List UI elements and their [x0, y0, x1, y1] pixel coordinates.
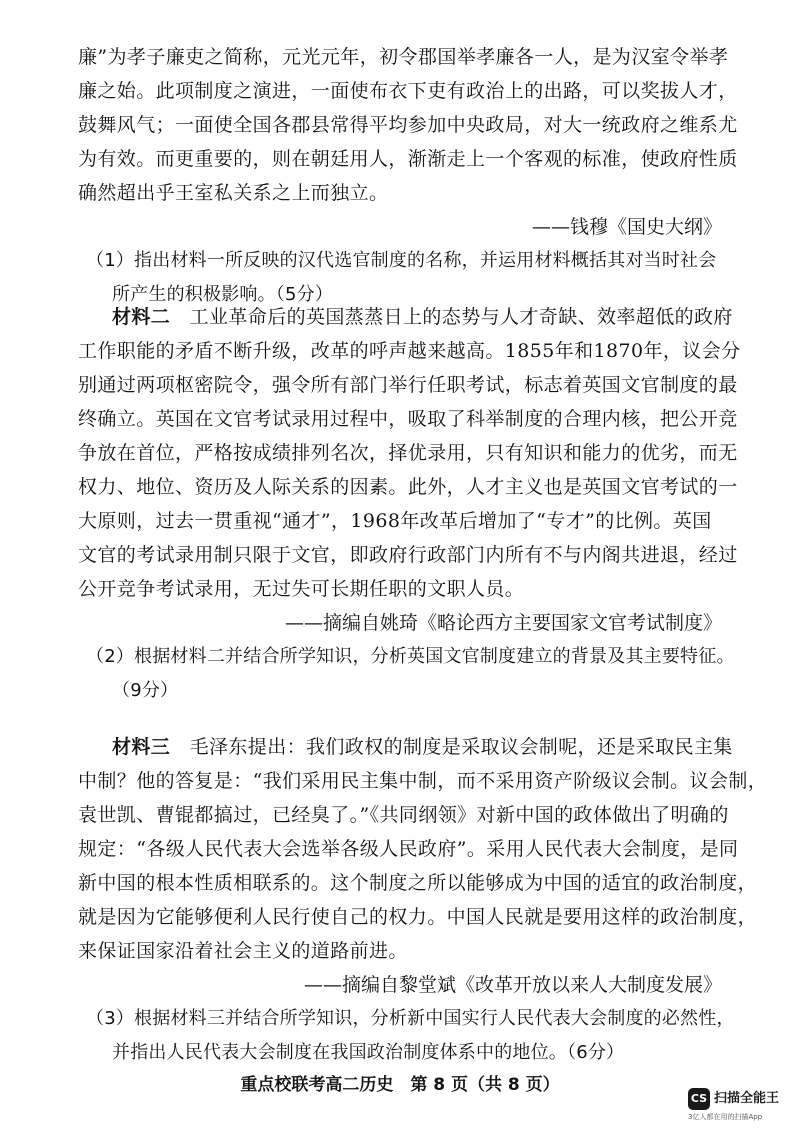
- material2-first-line: [112, 300, 733, 334]
- material3-heading: 材料三: [112, 736, 171, 758]
- material2-line-4: 终确立。英国在文官考试录用过程中，吸取了科举制度的合理内核，把公开竞: [78, 408, 738, 430]
- material2-line-1: 工业革命后的英国蒸蒸日上的态势与人才奇缺、效率超低的政府: [189, 306, 733, 328]
- material2-line-6: 权力、地位、资历及人际关系的因素。此外，人才主义也是英国文官考试的一: [78, 476, 738, 498]
- question1-line-1: （1）指出材料一所反映的汉代选官制度的名称，并运用材料概括其对当时社会: [86, 250, 717, 271]
- material2-line-5: 争放在首位，严格按成绩排列名次，择优录用，只有知识和能力的优劣，而无: [78, 442, 738, 464]
- material2-line-8: 文官的考试录用制只限于文官，即政府行政部门内所有不与内阁共进退，经过: [78, 544, 738, 566]
- question2-line-1: （2）根据材料二并结合所学知识，分析英国文官制度建立的背景及其主要特征。: [86, 646, 735, 667]
- material1-line-5: 确然超出乎王室私关系之上而独立。: [78, 182, 389, 204]
- material1-line-2: 廉之始。此项制度之演进，一面使布衣下吏有政治上的出路，可以奖拔人才，: [78, 80, 738, 102]
- material1-source: ——钱穆《国史大纲》: [531, 216, 722, 238]
- question3-line-2: 并指出人民代表大会制度在我国政治制度体系中的地位。（6分）: [112, 1042, 625, 1063]
- material1-line-3: 鼓舞风气；一面使全国各郡县常得平均参加中央政局，对大一统政府之维系尤: [78, 114, 738, 136]
- question2-line-2: （9分）: [112, 680, 179, 701]
- material3-first-line: [112, 730, 733, 764]
- material3-line-4: 规定：“各级人民代表大会选举各级人民政府”。采用人民代表大会制度，是同: [78, 838, 739, 860]
- watermark-app-name: 扫描全能王: [714, 1091, 780, 1106]
- scanner-watermark: [688, 1086, 796, 1126]
- question1-line-2: 所产生的积极影响。（5分）: [112, 284, 334, 305]
- material2-heading: 材料二: [112, 306, 171, 328]
- material3-line-6: 就是因为它能够便利人民行使自己的权力。中国人民就是要用这样的政治制度，: [78, 906, 758, 928]
- material2-line-9: 公开竞争考试录用，无过失可长期任职的文职人员。: [78, 578, 525, 600]
- material1-line-4: 为有效。而更重要的，则在朝廷用人，渐渐走上一个客观的标准，使政府性质: [78, 148, 738, 170]
- question3-line-1: （3）根据材料三并结合所学知识，分析新中国实行人民代表大会制度的必然性，: [86, 1008, 735, 1029]
- material3-line-1: 毛泽东提出：我们政权的制度是采取议会制呢，还是采取民主集: [189, 736, 733, 758]
- material2-line-3: 别通过两项枢密院令，强令所有部门举行任职考试，标志着英国文官制度的最: [78, 374, 738, 396]
- material2-source: ——摘编自姚琦《略论西方主要国家文官考试制度》: [284, 612, 722, 634]
- camscanner-logo-icon: CS: [688, 1088, 710, 1110]
- material2-line-2: 工作职能的矛盾不断升级，改革的呼声越来越高。1855年和1870年，议会分: [78, 340, 741, 362]
- material3-line-2: 中制？他的答复是：“我们采用民主集中制，而不采用资产阶级议会制。议会制，: [78, 770, 768, 792]
- material1-line-1: 廉”为孝子廉吏之简称，元光元年，初令郡国举孝廉各一人，是为汉室令举孝: [78, 46, 729, 68]
- material2-line-7: 大原则，过去一贯重视“通才”，1968年改革后增加了“专才”的比例。英国: [78, 510, 712, 532]
- material3-line-5: 新中国的根本性质相联系的。这个制度之所以能够成为中国的适宜的政治制度，: [78, 872, 758, 894]
- material3-source: ——摘编自黎堂斌《改革开放以来人大制度发展》: [303, 974, 722, 996]
- watermark-tagline: 3亿人都在用的扫描App: [688, 1113, 763, 1121]
- material3-line-7: 来保证国家沿着社会主义的道路前进。: [78, 940, 408, 962]
- page-footer: 重点校联考高二历史 第 8 页（共 8 页）: [240, 1075, 560, 1095]
- material3-line-3: 袁世凯、曹锟都搞过，已经臭了。”《共同纲领》对新中国的政体做出了明确的: [78, 804, 729, 826]
